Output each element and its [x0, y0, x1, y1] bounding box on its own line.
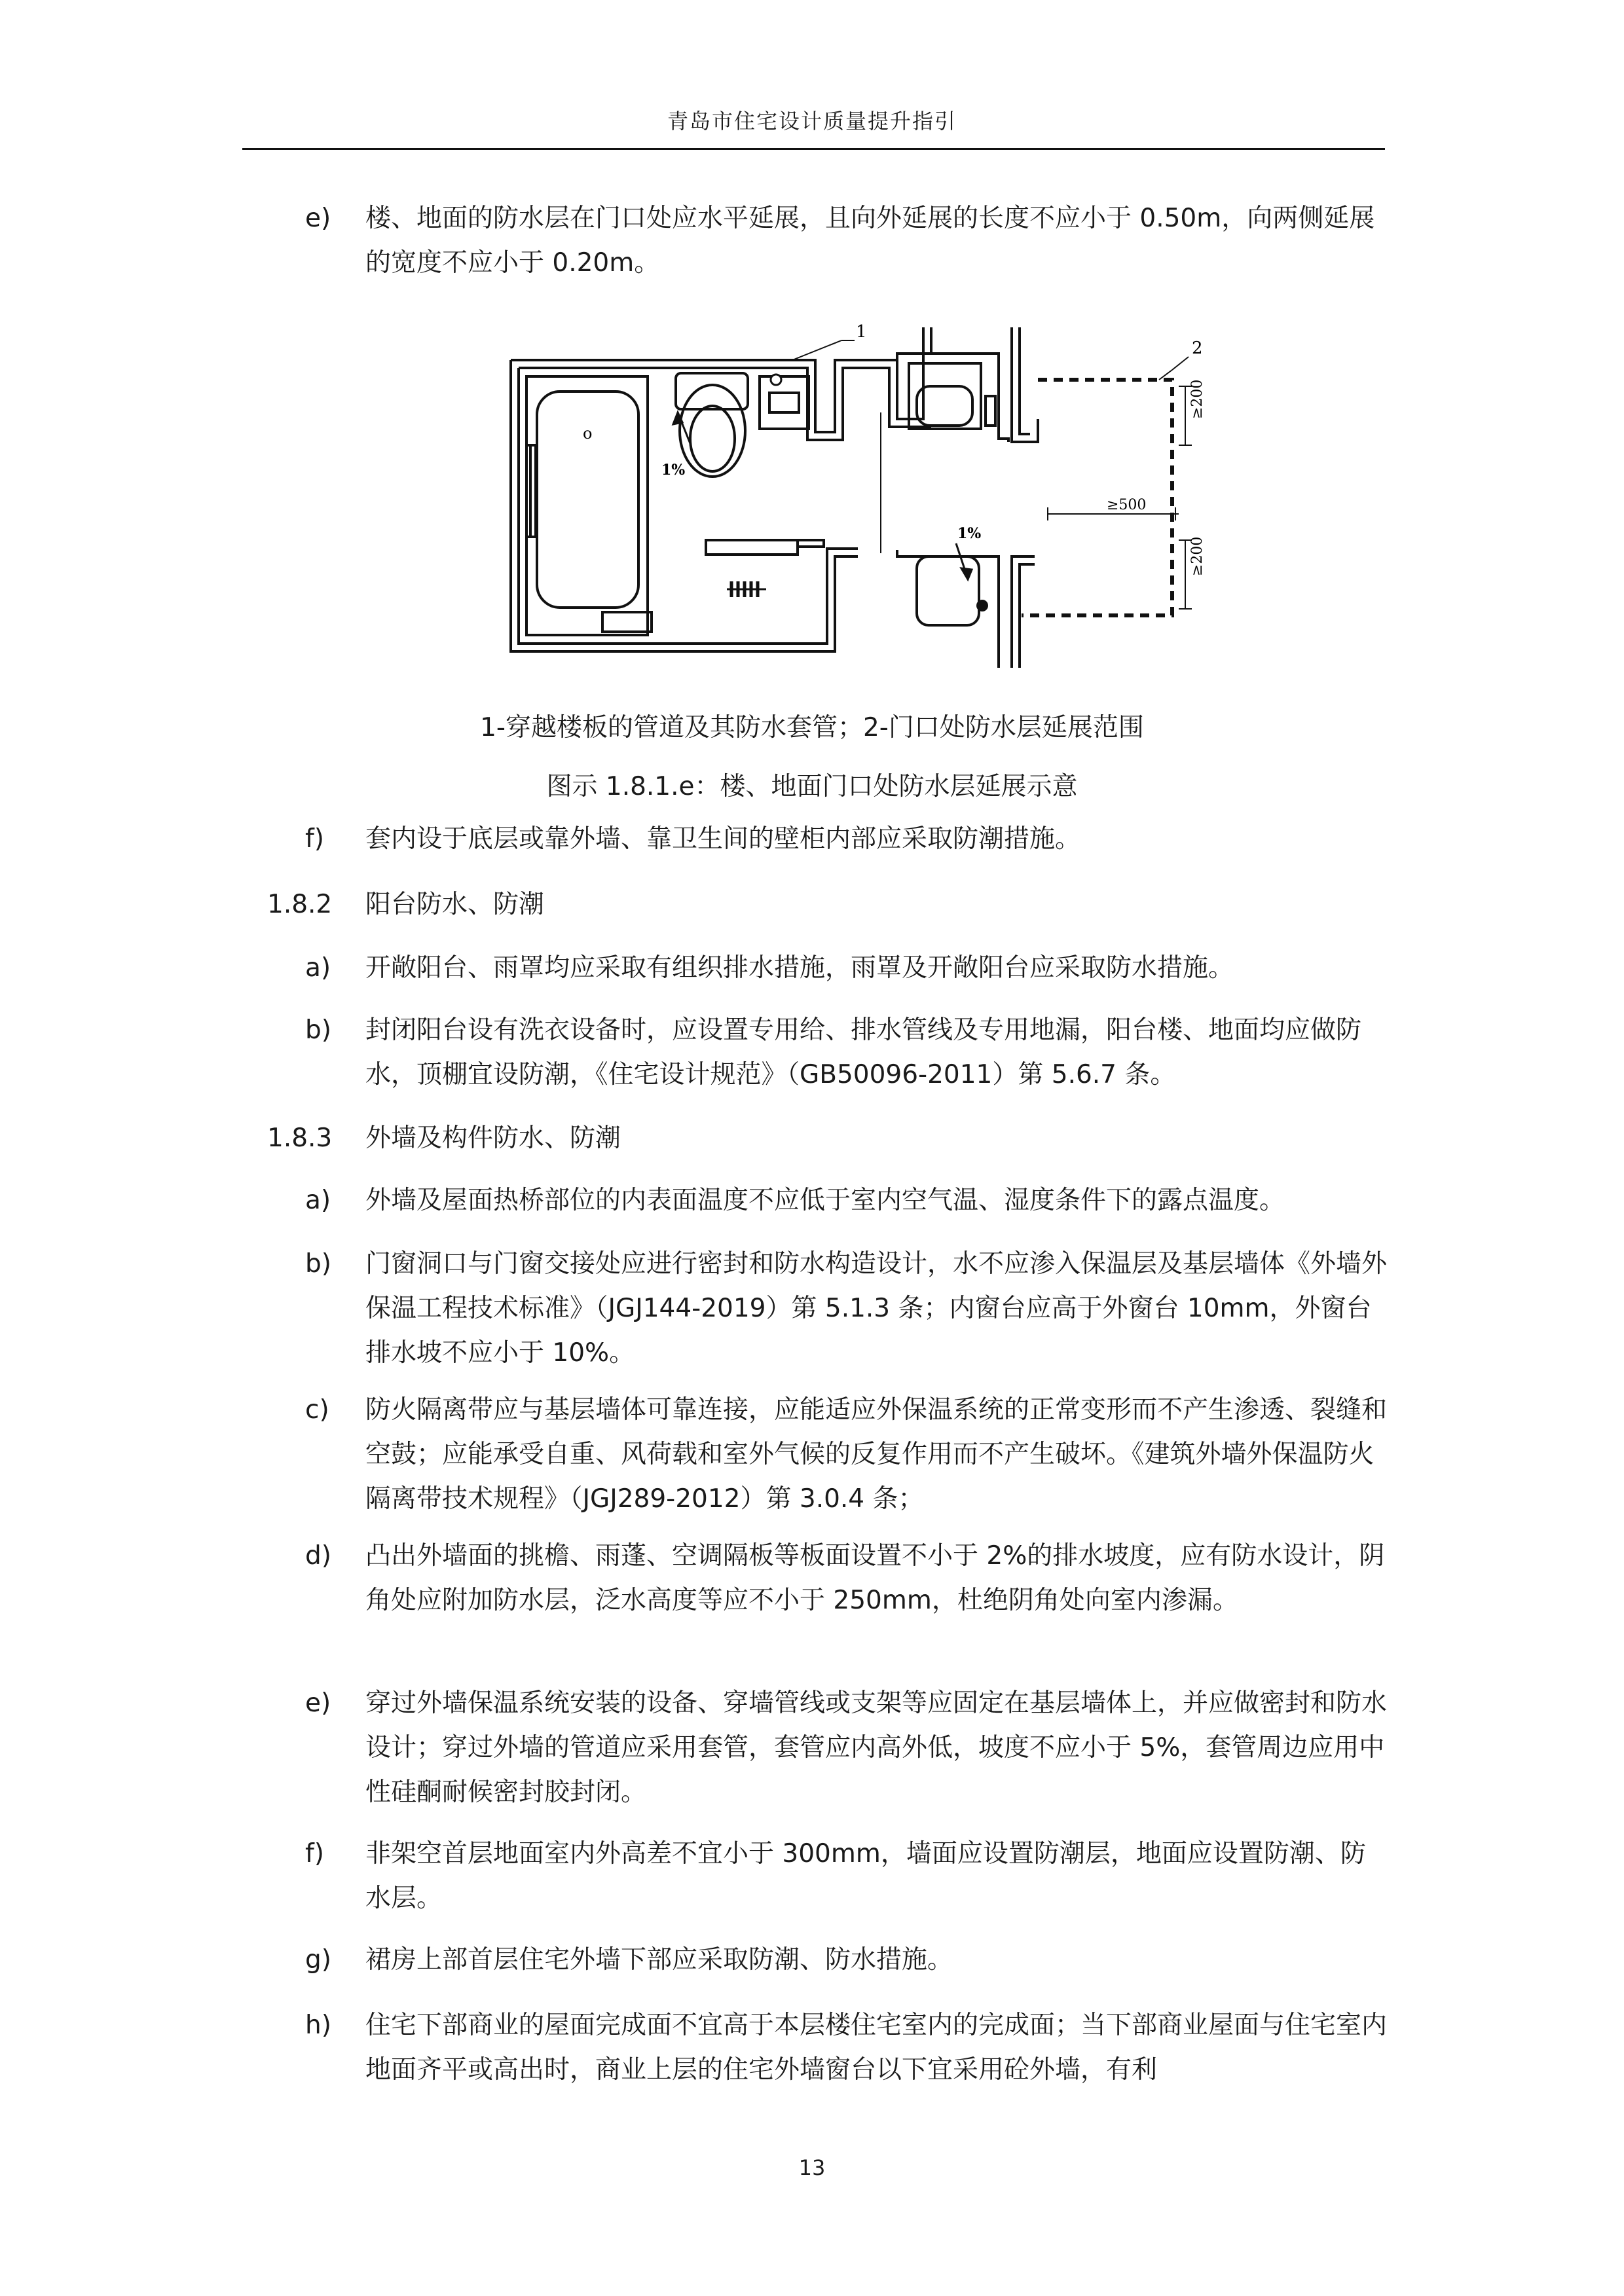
item-label: c) [305, 1395, 329, 1425]
item-text: 楼、地面的防水层在门口处应水平延展，且向外延展的长度不应小于 0.50m，向两侧延展的宽度不应小于 0.20m。 [365, 204, 1375, 278]
section-number: 1.8.3 [267, 1123, 333, 1153]
list-item-a [295, 946, 1388, 991]
figure-label-1: 1 [856, 322, 867, 342]
dimension-top: ≥200 [1189, 379, 1206, 419]
page-number: 13 [798, 2155, 826, 2180]
list-item-h [295, 2003, 1388, 2092]
figure-legend: 1-穿越楼板的管道及其防水套管；2-门口处防水层延展范围 [480, 713, 1144, 742]
tub-drain-mark: o [583, 424, 593, 443]
item-text: 住宅下部商业的屋面完成面不宜高于本层楼住宅室内的完成面；当下部商业屋面与住宅室内地面齐平或高出时，商业上层的住宅外墙窗台以下宜采用砼外墙，有利 [365, 2011, 1388, 2085]
slope-label-left: 1% [661, 462, 686, 479]
item-label: b) [305, 1249, 331, 1279]
section-heading-1-8-3 [267, 1116, 1380, 1161]
item-text: 防火隔离带应与基层墙体可靠连接，应能适应外保温系统的正常变形而不产生渗透、裂缝和空鼓；应能承受自重、风荷载和室外气候的反复作用而不产生破坏。《建筑外墙外保温防火隔离带技术规程》（JGJ289-2012）第 3.0.4 条； [365, 1395, 1388, 1514]
list-item-a [295, 1178, 1388, 1223]
bathroom-plan-figure [504, 314, 1238, 668]
item-text: 门窗洞口与门窗交接处应进行密封和防水构造设计，水不应渗入保温层及基层墙体《外墙外保温工程技术标准》（JGJ144-2019）第 5.1.3 条；内窗台应高于外窗台 10mm，外窗台排水坡不应小于 10%。 [365, 1249, 1388, 1368]
figure-label-2: 2 [1192, 338, 1203, 358]
list-item-d [295, 1534, 1388, 1623]
item-label: b) [305, 1015, 331, 1045]
item-text: 套内设于底层或靠外墙、靠卫生间的壁柜内部应采取防潮措施。 [365, 824, 1081, 854]
section-title: 外墙及构件防水、防潮 [365, 1123, 621, 1153]
list-item-c [295, 1388, 1388, 1522]
list-item-f [295, 1832, 1388, 1921]
item-text: 穿过外墙保温系统安装的设备、穿墙管线或支架等应固定在基层墙体上，并应做密封和防水设计；穿过外墙的管道应采用套管，套管应内高外低，坡度不应小于 5%，套管周边应用中性硅酮耐候密封胶封闭。 [365, 1688, 1388, 1807]
list-item-g [295, 1938, 1388, 1982]
item-label: h) [305, 2011, 331, 2040]
list-item-b [295, 1008, 1388, 1097]
section-title: 阳台防水、防潮 [365, 890, 545, 919]
item-label: e) [305, 204, 331, 233]
item-label: d) [305, 1541, 331, 1571]
header-divider [242, 148, 1385, 150]
list-item-e [295, 1681, 1388, 1815]
item-text: 凸出外墙面的挑檐、雨蓬、空调隔板等板面设置不小于 2%的排水坡度，应有防水设计，阴角处应附加防水层，泛水高度等应不小于 250mm，杜绝阴角处向室内渗漏。 [365, 1541, 1385, 1615]
item-label: f) [305, 1839, 324, 1868]
item-label: e) [305, 1688, 331, 1718]
item-label: f) [305, 824, 324, 854]
item-text: 外墙及屋面热桥部位的内表面温度不应低于室内空气温、湿度条件下的露点温度。 [365, 1186, 1285, 1215]
item-label: a) [305, 1186, 331, 1215]
list-item-e [295, 196, 1388, 285]
item-label: g) [305, 1945, 331, 1975]
list-item-b [295, 1242, 1388, 1376]
item-text: 开敞阳台、雨罩均应采取有组织排水措施，雨罩及开敞阳台应采取防水措施。 [365, 953, 1234, 983]
list-item-f [295, 817, 1388, 862]
dimension-mid: ≥500 [1107, 497, 1147, 513]
slope-label-right: 1% [957, 525, 982, 542]
item-text: 裙房上部首层住宅外墙下部应采取防潮、防水措施。 [365, 1945, 953, 1975]
dimension-bottom: ≥200 [1189, 536, 1206, 576]
item-text: 封闭阳台设有洗衣设备时，应设置专用给、排水管线及专用地漏，阳台楼、地面均应做防水，顶棚宜设防潮，《住宅设计规范》（GB50096-2011）第 5.6.7 条。 [365, 1015, 1362, 1089]
page-header-title: 青岛市住宅设计质量提升指引 [667, 109, 957, 134]
item-label: a) [305, 953, 331, 983]
item-text: 非架空首层地面室内外高差不宜小于 300mm，墙面应设置防潮层，地面应设置防潮、防水层。 [365, 1839, 1366, 1913]
section-heading-1-8-2 [267, 883, 1380, 927]
section-number: 1.8.2 [267, 890, 333, 919]
figure-caption: 图示 1.8.1.e：楼、地面门口处防水层延展示意 [546, 772, 1078, 801]
